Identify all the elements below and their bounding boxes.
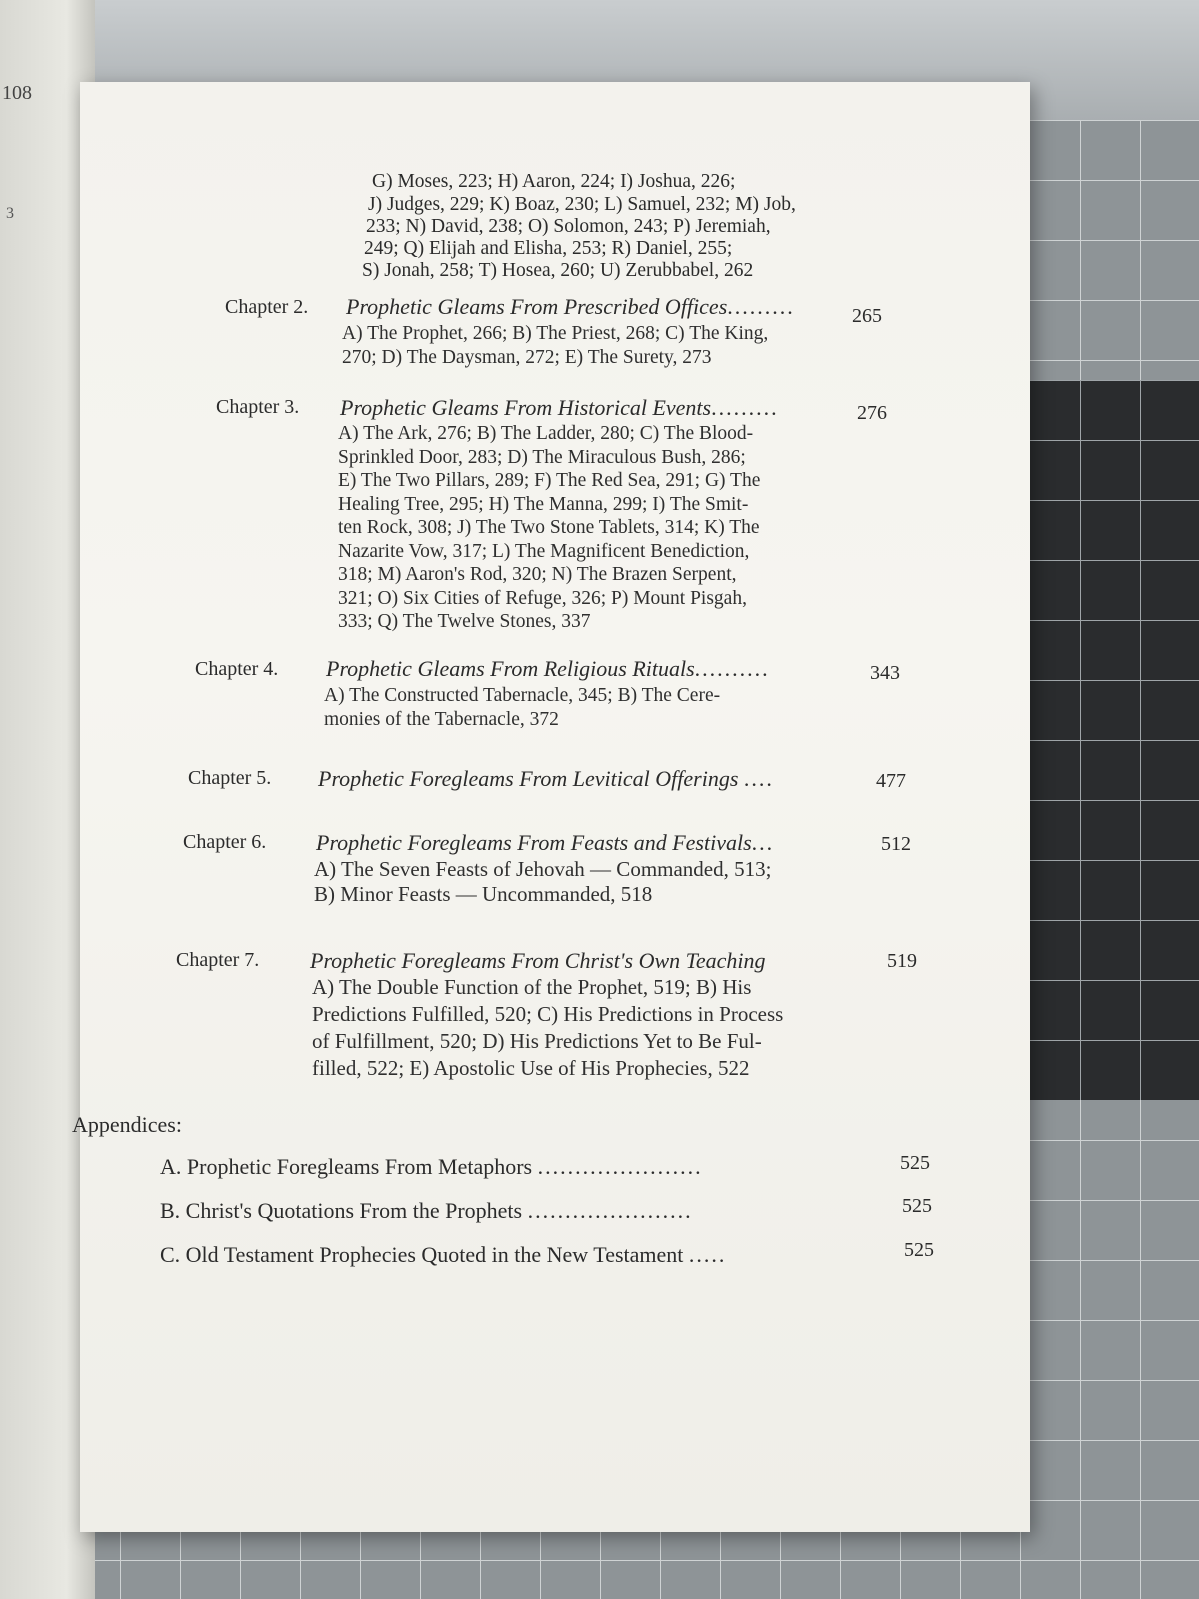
- chapter-page-number: 477: [876, 770, 906, 792]
- opposite-page-fragment: 3: [6, 205, 14, 222]
- book-page: [72, 82, 1030, 1532]
- subitem-line: A) The Ark, 276; B) The Ladder, 280; C) The Blood-: [338, 423, 754, 444]
- subitem-line: B) Minor Feasts — Uncommanded, 518: [314, 882, 653, 906]
- chapter-subitems: [312, 974, 892, 1082]
- subitem-line: A) The Seven Feasts of Jehovah — Commanded, 513;: [314, 857, 772, 881]
- chapter-subitems: [324, 684, 872, 731]
- subitem-line: 270; D) The Daysman, 272; E) The Surety, 273: [342, 346, 712, 368]
- appendix-entry: [160, 1154, 703, 1180]
- chapter-subitems: [342, 322, 854, 369]
- subitem-line: Sprinkled Door, 283; D) The Miraculous Bush, 286;: [338, 446, 746, 468]
- subitem-line: filled, 522; E) Apostolic Use of His Prophecies, 522: [312, 1056, 750, 1080]
- dot-leader: .....: [688, 1242, 727, 1267]
- opposite-page-number: 108: [2, 82, 32, 104]
- chapter-title: [340, 395, 779, 421]
- chapter-title-text: Prophetic Foregleams From Feasts and Festivals: [316, 830, 752, 855]
- chapter-page-number: 519: [887, 950, 917, 972]
- chapter-title: [326, 656, 770, 682]
- intro-line: 233; N) David, 238; O) Solomon, 243; P) Jeremiah,: [366, 216, 771, 237]
- subitem-line: ten Rock, 308; J) The Two Stone Tablets, 314; K) The: [338, 517, 760, 538]
- intro-line: G) Moses, 223; H) Aaron, 224; I) Joshua, 226;: [372, 171, 736, 192]
- appendices-heading: Appendices:: [72, 1112, 182, 1137]
- chapter-title-text: Prophetic Gleams From Prescribed Offices: [346, 294, 728, 319]
- chapter-title-text: Prophetic Foregleams From Christ's Own Teaching: [310, 948, 766, 973]
- chapter-page-number: 512: [881, 833, 911, 855]
- chapter-label: Chapter 7.: [176, 949, 260, 971]
- dot-leader: .........: [727, 294, 795, 319]
- dot-leader: ......................: [527, 1198, 693, 1223]
- chapter-label: Chapter 5.: [188, 767, 272, 789]
- subitem-line: of Fulfillment, 520; D) His Predictions Yet to Be Ful-: [312, 1029, 762, 1053]
- appendix-page-number: 525: [900, 1152, 930, 1174]
- chapter-subitems: [314, 857, 894, 907]
- subitem-line: A) The Double Function of the Prophet, 519; B) His: [312, 975, 752, 999]
- appendix-title: C. Old Testament Prophecies Quoted in the New Testament: [160, 1242, 684, 1267]
- dot-leader: ....: [743, 766, 774, 791]
- appendix-entry: [160, 1198, 693, 1224]
- subitem-line: E) The Two Pillars, 289; F) The Red Sea, 291; G) The: [338, 470, 761, 491]
- chapter-title: [318, 766, 774, 792]
- chapter-title: [346, 294, 795, 320]
- chapter-page-number: 265: [852, 305, 882, 327]
- subitem-line: monies of the Tabernacle, 372: [324, 708, 559, 730]
- intro-line: 249; Q) Elijah and Elisha, 253; R) Daniel, 255;: [364, 238, 733, 259]
- subitem-line: Nazarite Vow, 317; L) The Magnificent Benediction,: [338, 540, 750, 562]
- chapter-label: Chapter 3.: [216, 396, 300, 418]
- chapter-title-text: Prophetic Gleams From Historical Events: [340, 395, 712, 420]
- appendix-page-number: 525: [904, 1239, 934, 1261]
- intro-line: S) Jonah, 258; T) Hosea, 260; U) Zerubbabel, 262: [362, 260, 754, 281]
- appendix-entry: [160, 1242, 726, 1268]
- chapter-title: [310, 948, 766, 974]
- chapter-title-text: Prophetic Gleams From Religious Rituals: [326, 656, 695, 681]
- appendix-title: B. Christ's Quotations From the Prophets: [160, 1198, 523, 1223]
- subitem-line: 321; O) Six Cities of Refuge, 326; P) Mount Pisgah,: [338, 587, 747, 609]
- dot-leader: ...: [751, 830, 775, 855]
- chapter-subitems: [338, 422, 868, 634]
- chapter-page-number: 343: [870, 662, 900, 684]
- appendix-page-number: 525: [902, 1195, 932, 1217]
- subitem-line: A) The Constructed Tabernacle, 345; B) The Cere-: [324, 685, 721, 706]
- subitem-line: 318; M) Aaron's Rod, 320; N) The Brazen Serpent,: [338, 564, 737, 585]
- dot-leader: ......................: [537, 1154, 703, 1179]
- intro-line: J) Judges, 229; K) Boaz, 230; L) Samuel, 232; M) Job,: [368, 194, 796, 215]
- chapter-title-text: Prophetic Foregleams From Levitical Offerings: [318, 766, 739, 791]
- chapter-title: [316, 830, 774, 856]
- chapter-label: Chapter 4.: [195, 658, 279, 680]
- chapter-label: Chapter 6.: [183, 831, 267, 853]
- table-of-contents: [72, 82, 1030, 1532]
- chapter-page-number: 276: [857, 402, 887, 424]
- subitem-line: 333; Q) The Twelve Stones, 337: [338, 611, 591, 632]
- subitem-line: A) The Prophet, 266; B) The Priest, 268; C) The King,: [342, 323, 769, 344]
- subitem-line: Healing Tree, 295; H) The Manna, 299; I) The Smit-: [338, 493, 749, 515]
- dot-leader: .........: [711, 395, 779, 420]
- chapter-label: Chapter 2.: [225, 296, 309, 318]
- dot-leader: ..........: [694, 656, 770, 681]
- appendix-title: A. Prophetic Foregleams From Metaphors: [160, 1154, 533, 1179]
- subitem-line: Predictions Fulfilled, 520; C) His Predictions in Process: [312, 1002, 784, 1026]
